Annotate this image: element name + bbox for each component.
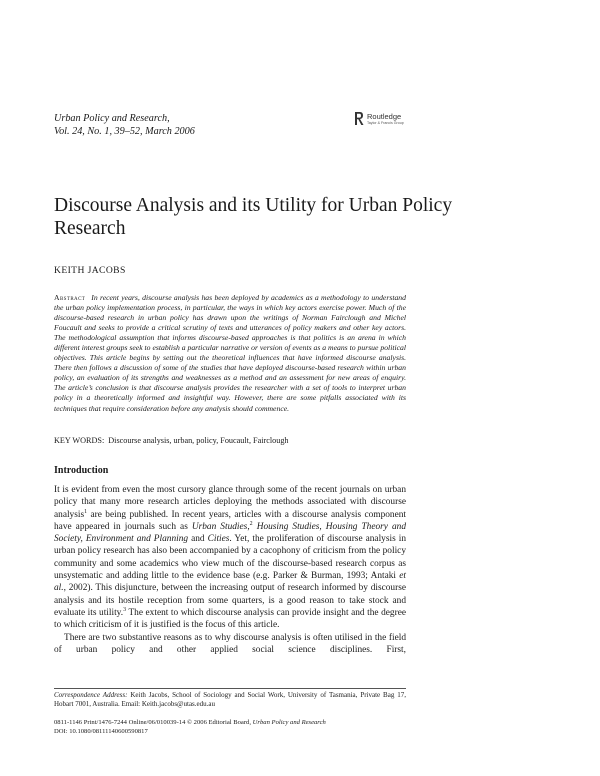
journal-ref: Urban Studies <box>191 521 248 532</box>
correspondence-address <box>54 691 406 710</box>
etal-text: et al. <box>54 571 406 594</box>
text-run: , 2002). This disjuncture, between the increasing output of research informed by discourse analysis and its hostile reception from some quarters, is a good reason to take stock and evaluate its utility. <box>54 583 406 618</box>
abstract <box>54 293 406 414</box>
footnote-ref: 2 <box>249 520 253 527</box>
text-run: . Yet, the proliferation of discourse analysis in urban policy research has also been accompanied by a cacophony of criticism from the policy community and some academics who view much of the discourse-based research corpus as unsystematic and adding little to the evidence base (e.g. Parker & Burman, 1993; Antaki <box>54 534 407 582</box>
text-run: It is evident from even the most cursory glance through some of the recent journals on urban policy that many more research articles deploying the methods associated with discourse analysis <box>54 485 406 520</box>
doi-line: DOI: 10.1080/08111140600590817 <box>54 728 148 735</box>
issn-text: 0811-1146 Print/1476-7244 Online/06/010039-14 © 2006 Editorial Board, <box>54 719 252 726</box>
journal-ref: Housing Studies, Housing Theory and Society, Environment and Planning <box>54 521 407 545</box>
issn-line <box>54 718 414 727</box>
section-heading: Introduction <box>54 465 109 476</box>
footnote-divider <box>54 688 406 689</box>
text-run: The extent to which discourse analysis can provide insight and the degree to which criticism of it is justified is the focus of this article. <box>54 607 406 631</box>
issn-journal: Urban Policy and Research <box>252 719 326 726</box>
keywords <box>54 436 414 445</box>
footnote-ref: 1 <box>84 508 88 515</box>
journal-ref: Cities <box>207 534 230 545</box>
paragraph-2: There are two substantive reasons as to why discourse analysis is often utilised in the field of urban policy and other applied social science disciplines. First, <box>54 632 406 655</box>
correspondence-label: Correspondence Address: <box>54 691 128 699</box>
article-author: KEITH JACOBS <box>54 265 126 276</box>
journal-header <box>54 112 354 138</box>
paragraph-1: It is evident from even the most cursory glance through some of the recent journals on urban policy that many more research articles deploying the methods associated with discourse analysis$^1$ are being published. In recent years, articles with a discourse analysis component have appeared in journals such as Urban Studies,$^2$ Housing Studies, Housing Theory and Society, Environment and Planning and Cities. Yet, the proliferation of discourse analysis in urban policy research has also been accompanied by a cacophony of criticism from the policy community and some academics who view much of the discourse-based research corpus as unsystematic and adding little to the evidence base (e.g. Parker & Burman, 1993; Antaki et al., 2002). This disjuncture, between the increasing output of research informed by discourse analysis and its hostile reception from some quarters, is a good reason to take stock and evaluate its utility.$^3$ The extent to which discourse analysis can provide insight and the degree to which criticism of it is justified is the focus of this article. <box>54 485 407 631</box>
publication-identifiers <box>54 718 414 736</box>
keywords-label: KEY WORDS: <box>54 436 105 445</box>
introduction-body <box>54 484 406 656</box>
footnote-ref: 3 <box>123 606 127 613</box>
text-run: and <box>188 534 208 545</box>
keywords-text: Discourse analysis, urban, policy, Foucault, Fairclough <box>108 436 289 445</box>
correspondence-text: Keith Jacobs, School of Sociology and Social Work, University of Tasmania, Private Bag 17, Hobart 7001, Australia. Email: Keith.jacobs@utas.edu.au <box>54 691 406 709</box>
journal-name: Urban Policy and Research, <box>54 113 170 124</box>
text-run: are being published. In recent years, articles with a discourse analysis component have appeared in journals such as <box>54 509 406 532</box>
journal-citation: Vol. 24, No. 1, 39–52, March 2006 <box>54 126 195 137</box>
abstract-text: In recent years, discourse analysis has been deployed by academics as a methodology to understand the urban policy implementation process, in particular, the ways in which key actors exercise power. Much of the discourse-based research in urban policy has drawn upon the writings of Norman Fairclough and Michel Foucault and seeks to provide a critical scrutiny of texts and utterances of policy makers and other key actors. The methodological assumption that informs discourse-based approaches is that politics is an arena in which different interest groups seek to establish a particular narrative or version of events as a means to pursue political objectives. This article begins by setting out the theoretical influences that have informed discourse analysis. There then follows a discussion of some of the studies that have deployed discourse-based research within urban policy, an evaluation of its strengths and weaknesses as a method and an assessment for new areas of enquiry. The article’s conclusion is that discourse analysis provides the researcher with a set of tools to interpret urban policy in a theoretically informed and insightful way. However, there are some pitfalls associated with its techniques that require consideration before any analysis should commence. <box>54 293 406 413</box>
publisher-tagline: Taylor & Francis Group <box>367 121 404 125</box>
routledge-logo-icon <box>354 111 364 126</box>
publisher-logo <box>354 111 414 133</box>
abstract-label: Abstract <box>54 293 86 302</box>
publisher-name: Routledge <box>367 112 402 121</box>
article-title: Discourse Analysis and its Utility for Urban Policy Research <box>54 195 453 239</box>
